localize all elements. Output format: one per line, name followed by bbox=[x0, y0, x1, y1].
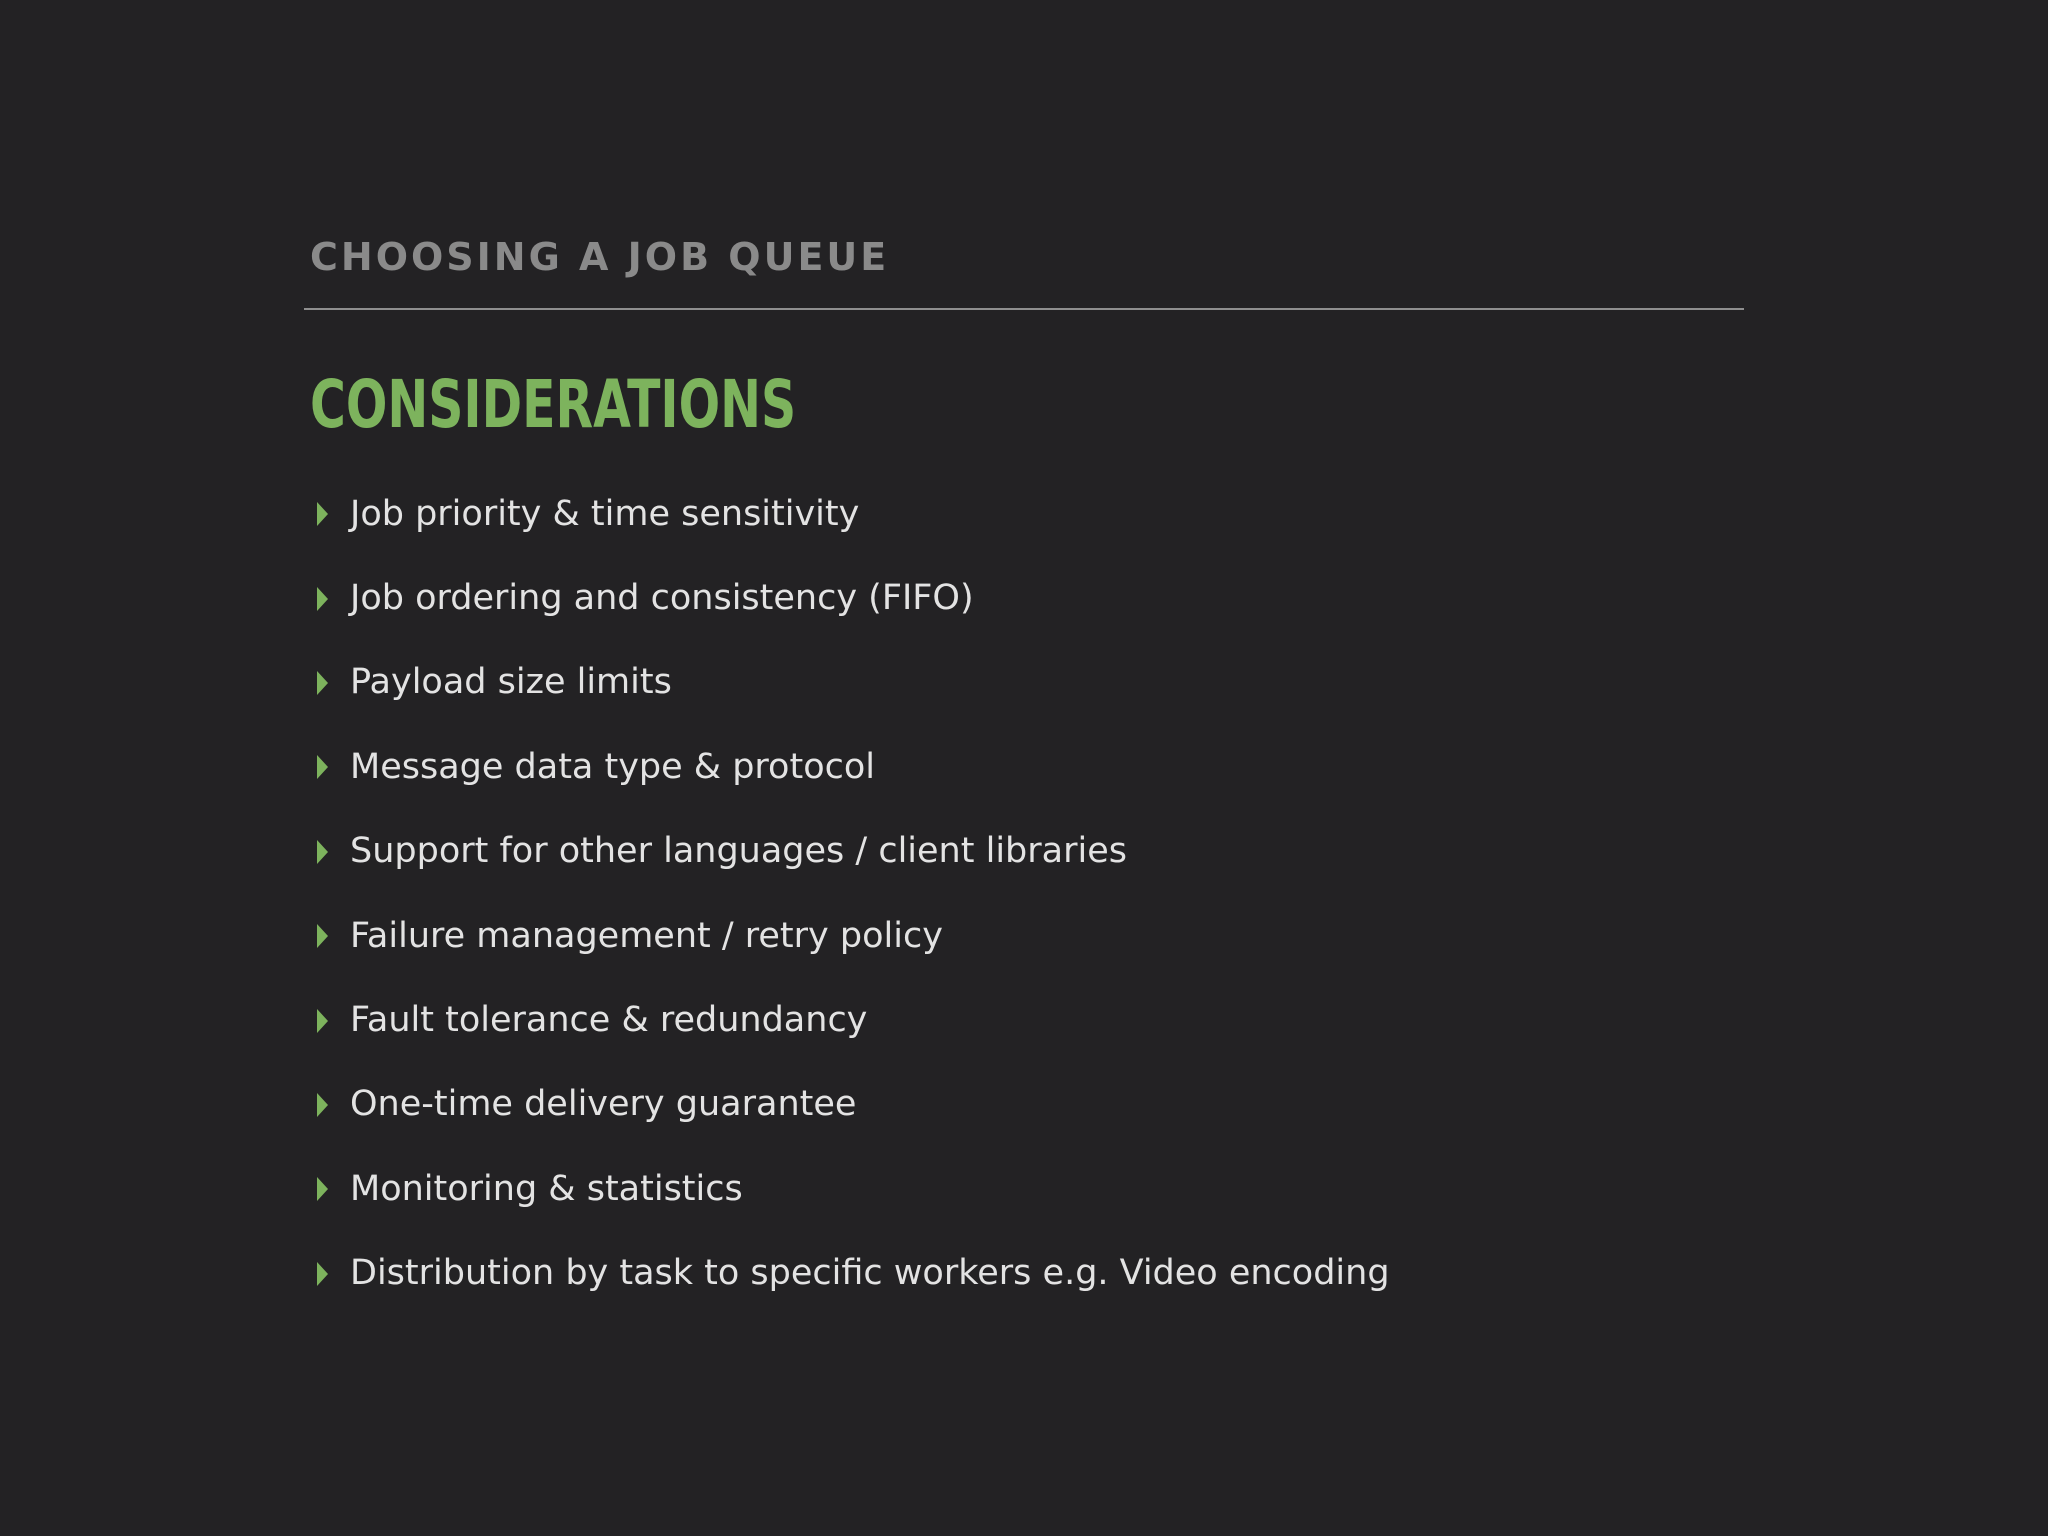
list-item-text: Job ordering and consistency (FIFO) bbox=[350, 578, 974, 619]
list-item bbox=[310, 472, 1910, 556]
list-item-text: Payload size limits bbox=[350, 662, 672, 703]
triangle-right-icon bbox=[317, 1093, 328, 1117]
title-divider bbox=[304, 308, 1744, 310]
list-item-text: One-time delivery guarantee bbox=[350, 1084, 857, 1125]
list-item-text: Failure management / retry policy bbox=[350, 915, 943, 956]
list-item-text: Support for other languages / client libraries bbox=[350, 831, 1127, 872]
list-item-text: Message data type & protocol bbox=[350, 746, 875, 787]
considerations-list bbox=[310, 472, 1910, 1316]
list-item-text: Monitoring & statistics bbox=[350, 1168, 743, 1209]
triangle-right-icon bbox=[317, 924, 328, 948]
list-item bbox=[310, 1232, 1910, 1316]
triangle-right-icon bbox=[317, 755, 328, 779]
section-title: CHOOSING A JOB QUEUE bbox=[310, 235, 890, 279]
list-item bbox=[310, 978, 1910, 1062]
list-item bbox=[310, 556, 1910, 640]
list-item-text: Distribution by task to specific workers e.g. Video encoding bbox=[350, 1253, 1390, 1294]
slide-heading: CONSIDERATIONS bbox=[310, 366, 797, 443]
triangle-right-icon bbox=[317, 502, 328, 526]
triangle-right-icon bbox=[317, 1177, 328, 1201]
triangle-right-icon bbox=[317, 840, 328, 864]
triangle-right-icon bbox=[317, 1009, 328, 1033]
list-item bbox=[310, 1063, 1910, 1147]
list-item bbox=[310, 725, 1910, 809]
triangle-right-icon bbox=[317, 587, 328, 611]
list-item bbox=[310, 810, 1910, 894]
list-item-text: Fault tolerance & redundancy bbox=[350, 1000, 868, 1041]
list-item bbox=[310, 641, 1910, 725]
triangle-right-icon bbox=[317, 671, 328, 695]
triangle-right-icon bbox=[317, 1262, 328, 1286]
list-item-text: Job priority & time sensitivity bbox=[350, 493, 860, 534]
list-item bbox=[310, 1147, 1910, 1231]
list-item bbox=[310, 894, 1910, 978]
